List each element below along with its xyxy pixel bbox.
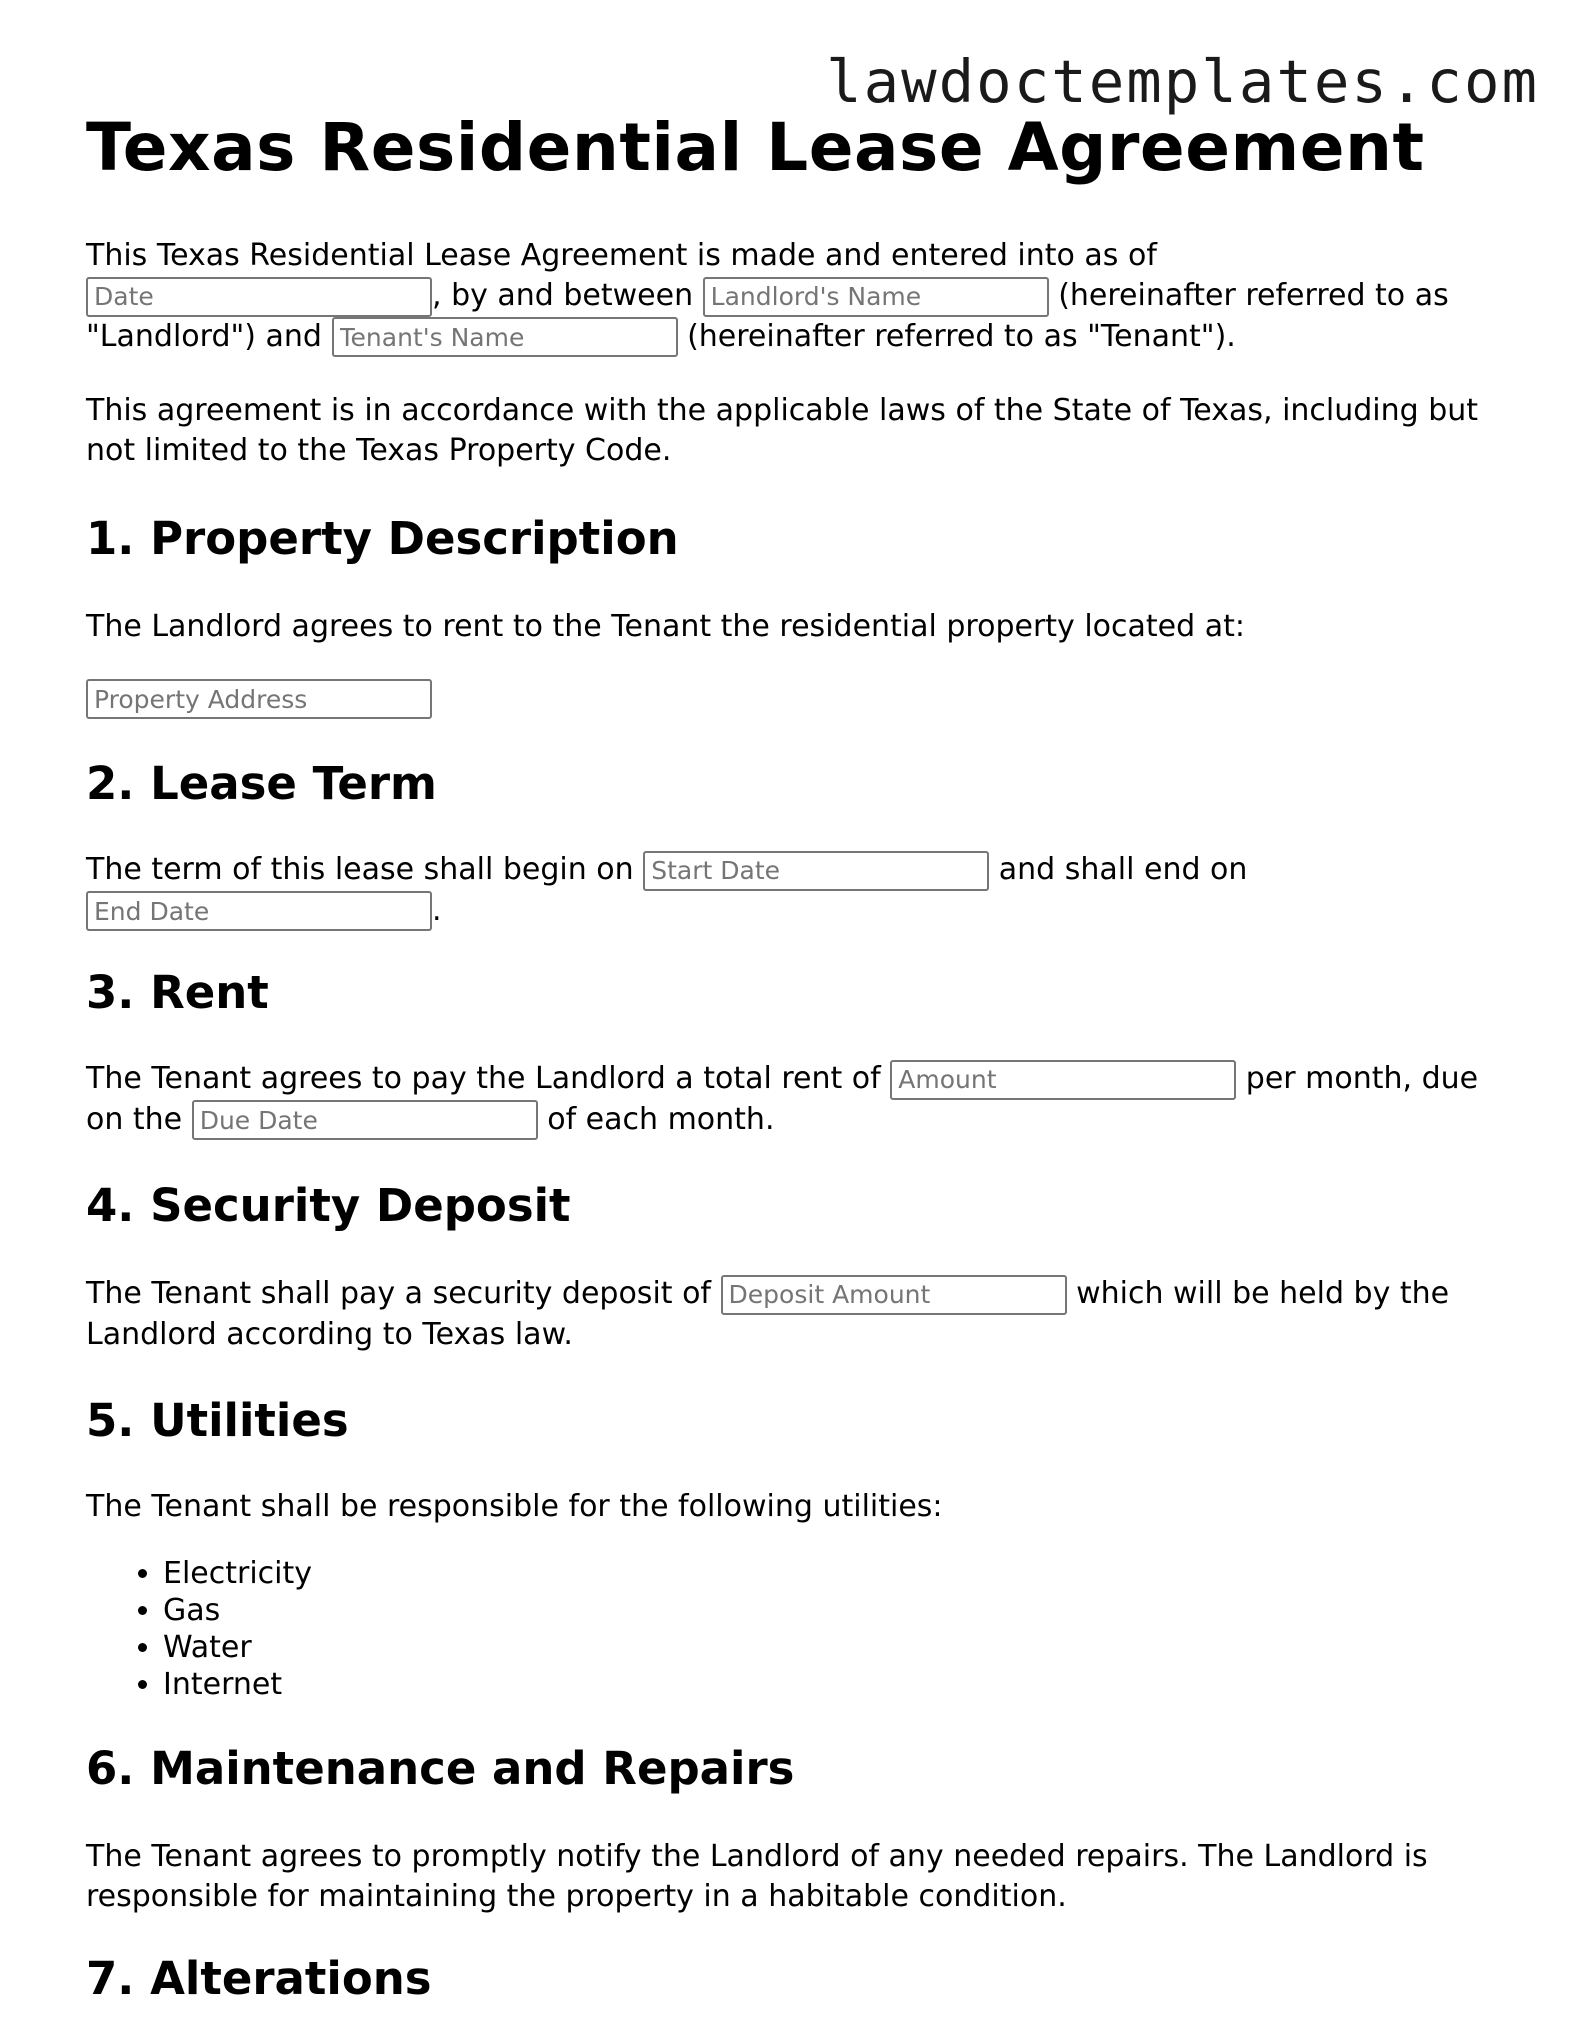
rent-text-1: The Tenant agrees to pay the Landlord a total rent of (86, 1061, 881, 1096)
start-date-field[interactable] (643, 851, 989, 891)
document-title: Texas Residential Lease Agreement (86, 109, 1425, 186)
deposit-amount-field[interactable] (721, 1275, 1067, 1315)
property-text: The Landlord agrees to rent to the Tenant the residential property located at: (86, 609, 1245, 644)
intro-text-2: , by and between (432, 278, 694, 313)
utility-item: • Gas (163, 1592, 1486, 1629)
deposit-paragraph (86, 1274, 1486, 1355)
utility-item: • Internet (163, 1666, 1486, 1703)
section-heading-lease-term: 2. Lease Term (86, 757, 437, 810)
intro-text-1: This Texas Residential Lease Agreement is made and entered into as of (86, 238, 1157, 273)
due-date-field[interactable] (192, 1100, 538, 1140)
intro-text-4: (hereinafter referred to as "Tenant"). (687, 318, 1236, 354)
deposit-text-1: The Tenant shall pay a security deposit of (86, 1276, 711, 1311)
tenant-name-field[interactable] (332, 317, 678, 357)
section-heading-property: 1. Property Description (86, 512, 679, 565)
property-address-field[interactable] (86, 679, 432, 719)
rent-text-2: per month, due on the (86, 1061, 1479, 1137)
section-heading-security-deposit: 4. Security Deposit (86, 1179, 571, 1232)
watermark: lawdoctemplates.com (826, 47, 1539, 116)
rent-amount-field[interactable] (890, 1060, 1236, 1100)
lease-term-paragraph (86, 850, 1486, 931)
date-field[interactable] (86, 277, 432, 317)
maintenance-text: The Tenant agrees to promptly notify the Landlord of any needed repairs. The Landlord is responsible for maintaining the property in a habitable condition. (86, 1838, 1428, 1914)
utilities-list (86, 1555, 1486, 1703)
end-date-field[interactable] (86, 891, 432, 931)
intro-text-3: (hereinafter referred to as "Landlord") and (86, 278, 1449, 354)
section-heading-rent: 3. Rent (86, 966, 269, 1019)
lease-term-text-2: and shall end on (998, 852, 1248, 887)
section-heading-alterations: 7. Alterations (86, 1951, 432, 2005)
lease-term-text-3: . (432, 892, 442, 928)
utility-item: • Water (163, 1629, 1486, 1666)
document-page (86, 108, 1486, 2007)
property-address-row (86, 679, 1486, 719)
rent-text-3: of each month. (547, 1101, 775, 1137)
intro-paragraph (86, 236, 1486, 357)
utility-item: • Electricity (163, 1555, 1486, 1592)
rent-paragraph (86, 1059, 1486, 1140)
section-heading-maintenance: 6. Maintenance and Repairs (86, 1741, 795, 1795)
legal-compliance-paragraph: This agreement is in accordance with the applicable laws of the State of Texas, including but not limited to the Texas Property Code. (86, 393, 1479, 468)
deposit-text-2: which will be held by the Landlord according to Texas law. (86, 1276, 1450, 1352)
utilities-text: The Tenant shall be responsible for the following utilities: (86, 1488, 943, 1524)
landlord-name-field[interactable] (703, 277, 1049, 317)
lease-term-text-1: The term of this lease shall begin on (86, 852, 634, 887)
section-heading-utilities: 5. Utilities (86, 1393, 349, 1447)
